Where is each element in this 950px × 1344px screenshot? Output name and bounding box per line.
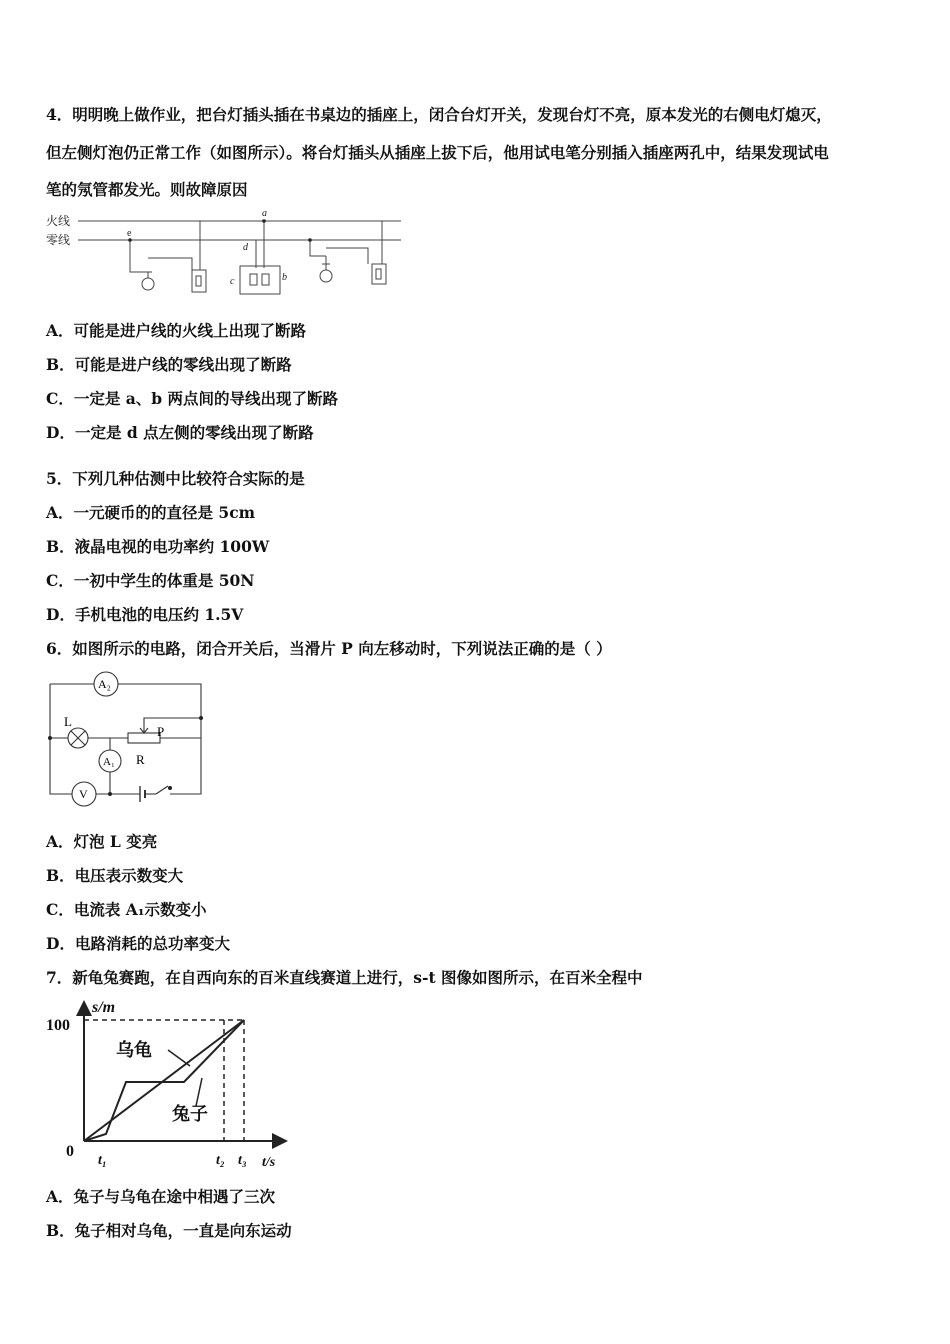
point-b-label: b [282,272,287,283]
point-e-label: e [127,228,132,239]
point-c-label: c [230,276,235,287]
q5-option-b: B．液晶电视的电功率约 100W [46,537,270,556]
ammeter-a2-label: A₂ [98,677,111,691]
rabbit-label: 兔子 [172,1104,208,1124]
q4-stem-line-2: 但左侧灯泡仍正常工作（如图所示）。将台灯插头从插座上拔下后，他用试电笔分别插入插座两孔中，结果发现试电 [46,143,829,162]
slider-p-label: P [157,724,165,739]
s-axis-label: s/m [92,999,116,1016]
left-bulb-icon [142,278,154,290]
y-max-label: 100 [46,1017,70,1034]
socket-icon [240,266,280,294]
rheostat-icon [128,733,160,743]
q6-option-a: A．灯泡 L 变亮 [46,832,158,851]
q6-stem: 6．如图所示的电路，闭合开关后，当滑片 P 向左移动时，下列说法正确的是（ ） [46,639,612,658]
right-bulb-icon [320,270,332,282]
q4-option-d: D．一定是 d 点左侧的零线出现了断路 [46,423,314,442]
live-wire-label: 火线 [46,214,71,228]
q6-option-c: C．电流表 A₁示数变小 [46,900,207,919]
t2-label: t₂ [216,1153,225,1168]
q4-option-c: C．一定是 a、b 两点间的导线出现了断路 [46,389,339,408]
q5-stem: 5．下列几种估测中比较符合实际的是 [46,469,305,488]
q7-st-graph [44,996,304,1174]
t3-label: t₃ [238,1153,247,1168]
neutral-wire-label: 零线 [46,233,71,247]
q5-option-d: D．手机电池的电压约 1.5V [46,605,244,624]
t-axis-label: t/s [262,1155,276,1170]
q7-option-a: A．兔子与乌龟在途中相遇了三次 [46,1187,276,1206]
q4-option-b: B．可能是进户线的零线出现了断路 [46,355,292,374]
q6-option-d: D．电路消耗的总功率变大 [46,934,230,953]
q5-option-c: C．一初中学生的体重是 50N [46,571,255,590]
q4-stem-line-1: 4．明明晚上做作业，把台灯插头插在书桌边的插座上，闭合台灯开关，发现台灯不亮，原本发光的右侧电灯熄灭， [46,105,832,124]
ammeter-a1-label: A₁ [103,756,115,768]
q6-option-b: B．电压表示数变大 [46,866,184,885]
q6-circuit-figure [44,666,214,808]
q7-option-b: B．兔子相对乌龟，一直是向东运动 [46,1221,292,1240]
q4-stem-line-3: 笔的氖管都发光。则故障原因 [46,180,248,199]
q4-option-a: A．可能是进户线的火线上出现了断路 [46,321,307,340]
q5-option-a: A．一元硬币的的直径是 5cm [46,503,256,522]
right-switch-icon [372,264,386,284]
point-d-label: d [243,242,248,253]
point-a-label: a [262,208,267,219]
tortoise-line [84,1020,244,1141]
voltmeter-label: V [79,787,88,801]
q7-stem: 7．新龟兔赛跑，在自西向东的百米直线赛道上进行，s-t 图像如图所示，在百米全程中 [46,968,643,987]
lamp-l-label: L [64,714,72,729]
left-switch-icon [192,270,206,292]
t1-label: t₁ [98,1153,107,1168]
origin-label: 0 [66,1143,74,1160]
resistor-r-label: R [136,752,145,767]
q4-household-circuit-figure [44,206,414,298]
tortoise-label: 乌龟 [116,1040,152,1060]
